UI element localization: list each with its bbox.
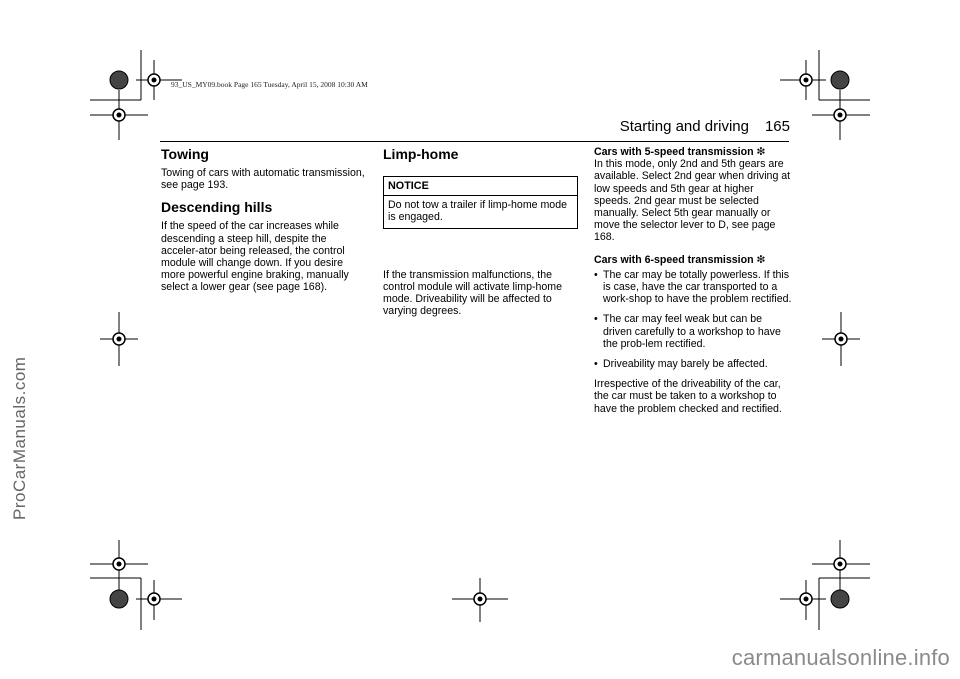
towing-text: Towing of cars with automatic transmission, see page 193.	[161, 167, 365, 192]
six-speed-bullet-list	[594, 269, 792, 370]
column-middle	[383, 146, 578, 317]
limp-home-text: If the transmission malfunctions, the control module will activate limp-home mode. Driveability will be affected to varying degrees.	[383, 268, 562, 318]
list-item: • The car may be totally powerless. If this is case, have the car transported to a work-shop to have the problem rectified.	[594, 269, 792, 306]
section-title: Starting and driving	[619, 118, 749, 135]
running-head	[560, 118, 790, 135]
page-number: 165	[764, 118, 790, 135]
list-item: • The car may feel weak but can be driven carefully to a workshop to have the prob-lem rectified.	[594, 313, 792, 350]
notice-text: Do not tow a trailer if limp-home mode is engaged.	[388, 199, 567, 224]
six-speed-heading: Cars with 6-speed transmission ❇	[594, 253, 766, 266]
column-right	[594, 146, 792, 415]
limp-home-heading: Limp-home	[383, 146, 459, 162]
five-speed-text: In this mode, only 2nd and 5th gears are available. Select 2nd gear when driving at low speeds and 5th gear at higher speeds. 2nd gear must be selected manually. Select 5th gear manually or move the selector lever to D, see page 168.	[594, 158, 791, 244]
list-item: • Driveability may barely be affected.	[594, 358, 792, 370]
market-star-icon: ❇	[756, 146, 766, 158]
notice-title: NOTICE	[384, 177, 577, 196]
closing-text: Irrespective of the driveability of the car, the car must be taken to a workshop to have the problem checked and rectified.	[594, 378, 782, 415]
towing-heading: Towing	[161, 146, 209, 162]
column-left	[161, 146, 367, 294]
five-speed-heading: Cars with 5-speed transmission ❇	[594, 146, 766, 158]
market-star-icon: ❇	[756, 253, 766, 266]
notice-box	[383, 176, 578, 229]
descending-hills-heading: Descending hills	[161, 199, 273, 216]
bottom-watermark: carmanualsonline.info	[731, 645, 950, 670]
side-watermark: ProCarManuals.com	[10, 356, 29, 520]
descending-hills-text: If the speed of the car increases while descending a steep hill, despite the acceler-ator being released, the control module will change down. If you desire more powerful engine braking, manually select a lower gear (see page 168).	[161, 220, 349, 294]
header-rule	[160, 141, 789, 142]
book-file-header: 93_US_MY09.book Page 165 Tuesday, April 15, 2008 10:30 AM	[171, 80, 368, 89]
